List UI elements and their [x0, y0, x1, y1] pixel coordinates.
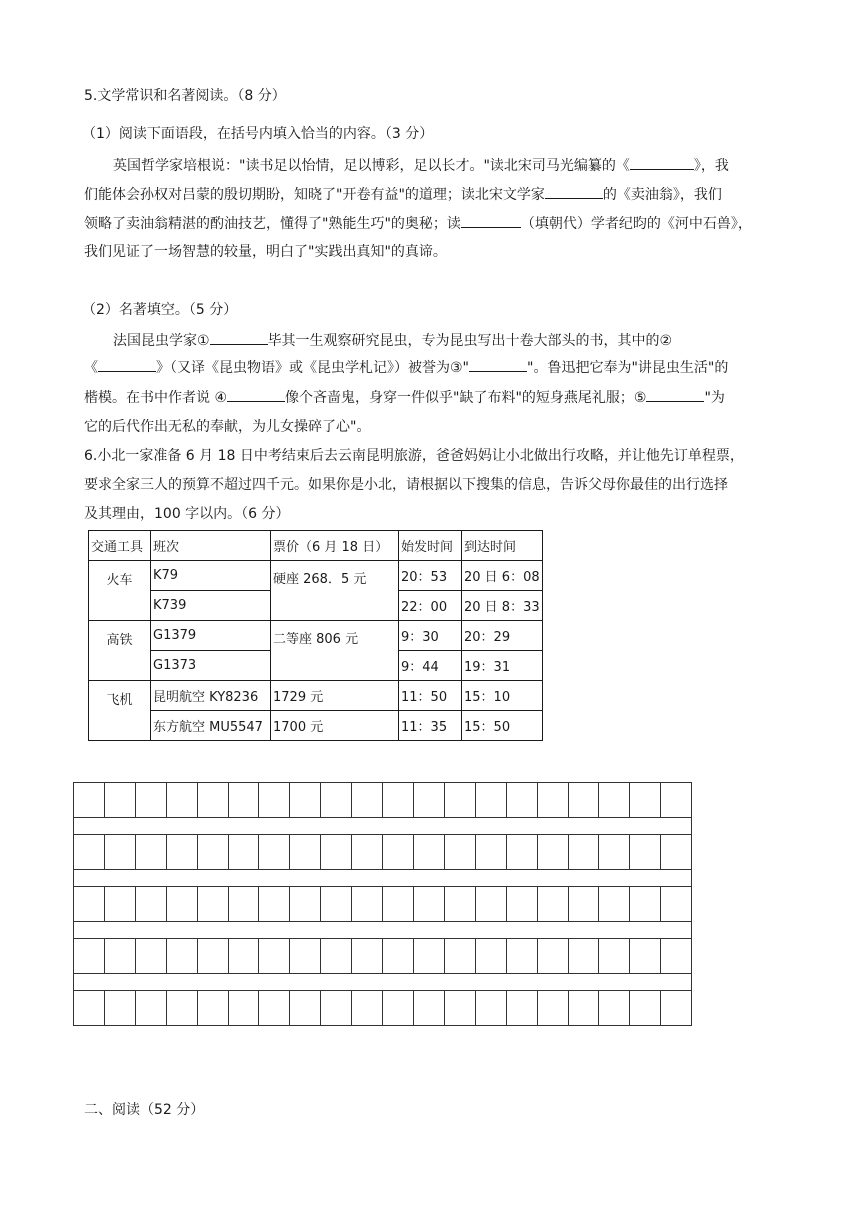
text-segment: "。鲁迅把它奉为"讲昆虫生活"的 — [527, 360, 729, 376]
grid-cell[interactable] — [321, 887, 352, 921]
q5-part2-line2 — [84, 357, 728, 378]
train-cell: G1373 — [151, 651, 271, 681]
grid-cell[interactable] — [383, 783, 414, 817]
grid-cell[interactable] — [74, 991, 105, 1025]
grid-cell[interactable] — [105, 939, 136, 973]
grid-cell[interactable] — [414, 835, 445, 869]
grid-cell[interactable] — [290, 783, 321, 817]
grid-cell[interactable] — [352, 783, 383, 817]
grid-row-2[interactable] — [73, 834, 692, 870]
grid-cell[interactable] — [352, 887, 383, 921]
train-cell: K739 — [151, 591, 271, 621]
grid-row-4[interactable] — [73, 938, 692, 974]
grid-cell[interactable] — [136, 887, 167, 921]
grid-cell[interactable] — [661, 939, 691, 973]
q5-part1-line3 — [84, 213, 752, 234]
grid-gap — [73, 922, 692, 938]
text-segment: 英国哲学家培根说："读书足以怡情，足以博彩，足以长才。"读北宋司马光编纂的《 — [113, 158, 630, 174]
grid-cell[interactable] — [290, 887, 321, 921]
header-cell: 交通工具 — [89, 531, 151, 561]
grid-cell[interactable] — [445, 991, 476, 1025]
grid-cell[interactable] — [167, 991, 198, 1025]
price-cell: 1700 元 — [271, 711, 399, 741]
table-row — [89, 621, 543, 651]
grid-cell[interactable] — [352, 939, 383, 973]
grid-cell[interactable] — [74, 887, 105, 921]
grid-cell[interactable] — [569, 887, 600, 921]
grid-cell[interactable] — [229, 991, 260, 1025]
grid-cell[interactable] — [599, 783, 630, 817]
train-cell: G1379 — [151, 621, 271, 651]
table-row — [89, 711, 543, 741]
grid-cell[interactable] — [538, 991, 569, 1025]
q5-part1-heading: （1）阅读下面语段，在括号内填入恰当的内容。（3 分） — [82, 126, 434, 142]
grid-cell[interactable] — [352, 835, 383, 869]
grid-cell[interactable] — [476, 783, 507, 817]
grid-cell[interactable] — [105, 887, 136, 921]
q6-line1: 6.小北一家准备 6 月 18 日中考结束后去云南昆明旅游，爸爸妈妈让小北做出行攻略，并让他先订单程票， — [84, 448, 744, 464]
grid-cell[interactable] — [259, 835, 290, 869]
grid-cell[interactable] — [198, 939, 229, 973]
grid-cell[interactable] — [198, 835, 229, 869]
grid-cell[interactable] — [136, 991, 167, 1025]
header-cell: 票价（6 月 18 日） — [271, 531, 399, 561]
text-segment: 毕其一生观察研究昆虫，专为昆虫写出十卷大部头的书，其中的② — [267, 333, 673, 349]
grid-cell[interactable] — [167, 783, 198, 817]
q5-part1-line2 — [84, 184, 722, 205]
arrive-cell: 15：10 — [462, 681, 543, 711]
grid-cell[interactable] — [259, 939, 290, 973]
grid-cell[interactable] — [74, 835, 105, 869]
grid-row-3[interactable] — [73, 886, 692, 922]
transport-cell: 火车 — [89, 561, 151, 621]
answer-writing-grid[interactable] — [73, 782, 692, 1026]
text-segment: 们能体会孙权对吕蒙的殷切期盼，知晓了"开卷有益"的道理；读北宋文学家 — [84, 187, 545, 203]
grid-cell[interactable] — [229, 887, 260, 921]
grid-cell[interactable] — [630, 887, 661, 921]
grid-cell[interactable] — [105, 835, 136, 869]
text-segment: 楷模。在书中作者说 ④ — [84, 390, 228, 406]
grid-cell[interactable] — [321, 835, 352, 869]
grid-cell[interactable] — [445, 783, 476, 817]
depart-cell: 20：53 — [399, 561, 462, 591]
grid-cell[interactable] — [630, 939, 661, 973]
arrive-cell: 20 日 6：08 — [462, 561, 543, 591]
grid-cell[interactable] — [599, 835, 630, 869]
grid-cell[interactable] — [507, 887, 538, 921]
table-header-row — [89, 531, 543, 561]
grid-cell[interactable] — [414, 939, 445, 973]
depart-cell: 11：50 — [399, 681, 462, 711]
grid-cell[interactable] — [383, 887, 414, 921]
grid-cell[interactable] — [569, 939, 600, 973]
grid-cell[interactable] — [229, 939, 260, 973]
grid-gap — [73, 974, 692, 990]
grid-cell[interactable] — [445, 835, 476, 869]
grid-row-5[interactable] — [73, 990, 692, 1026]
answer-blank-book[interactable] — [630, 155, 694, 170]
arrive-cell: 20：29 — [462, 621, 543, 651]
grid-cell[interactable] — [507, 783, 538, 817]
grid-cell[interactable] — [414, 783, 445, 817]
arrive-cell: 15：50 — [462, 711, 543, 741]
grid-row-1[interactable] — [73, 782, 692, 818]
flight-cell: 昆明航空 KY8236 — [151, 681, 271, 711]
grid-cell[interactable] — [105, 991, 136, 1025]
grid-cell[interactable] — [198, 991, 229, 1025]
grid-cell[interactable] — [383, 991, 414, 1025]
q5-part2-line3 — [84, 387, 725, 408]
price-cell: 二等座 806 元 — [271, 621, 399, 681]
grid-cell[interactable] — [167, 887, 198, 921]
grid-cell[interactable] — [476, 939, 507, 973]
grid-cell[interactable] — [136, 939, 167, 973]
grid-cell[interactable] — [290, 835, 321, 869]
q5-part1-line4: 我们见证了一场智慧的较量，明白了"实践出真知"的真谛。 — [84, 244, 447, 260]
answer-blank-4[interactable] — [227, 387, 285, 402]
grid-cell[interactable] — [661, 835, 691, 869]
grid-cell[interactable] — [507, 991, 538, 1025]
grid-cell[interactable] — [383, 835, 414, 869]
flight-cell: 东方航空 MU5547 — [151, 711, 271, 741]
text-segment: （填朝代）学者纪昀的《河中石兽》， — [520, 216, 752, 232]
depart-cell: 11：35 — [399, 711, 462, 741]
depart-cell: 9：30 — [399, 621, 462, 651]
grid-cell[interactable] — [321, 991, 352, 1025]
grid-cell[interactable] — [321, 939, 352, 973]
grid-cell[interactable] — [74, 783, 105, 817]
train-cell: K79 — [151, 561, 271, 591]
grid-cell[interactable] — [630, 835, 661, 869]
table-row — [89, 681, 543, 711]
grid-cell[interactable] — [290, 939, 321, 973]
grid-cell[interactable] — [476, 835, 507, 869]
grid-cell[interactable] — [290, 991, 321, 1025]
header-cell: 到达时间 — [462, 531, 543, 561]
text-segment: 的《卖油翁》，我们 — [602, 187, 722, 203]
text-segment: 》（又译《昆虫物语》或《昆虫学札记》）被誉为③" — [156, 360, 469, 376]
grid-cell[interactable] — [507, 939, 538, 973]
grid-cell[interactable] — [105, 783, 136, 817]
grid-cell[interactable] — [167, 939, 198, 973]
q6-line2: 要求全家三人的预算不超过四千元。如果你是小北，请根据以下搜集的信息，告诉父母你最佳的出行选择 — [84, 477, 728, 493]
q5-part2-line1 — [113, 330, 672, 351]
grid-cell[interactable] — [74, 939, 105, 973]
grid-cell[interactable] — [259, 783, 290, 817]
answer-blank-dynasty[interactable] — [461, 213, 521, 228]
grid-cell[interactable] — [476, 887, 507, 921]
grid-cell[interactable] — [538, 835, 569, 869]
text-segment: 》，我 — [693, 158, 729, 174]
grid-cell[interactable] — [445, 939, 476, 973]
grid-cell[interactable] — [229, 835, 260, 869]
header-cell: 班次 — [151, 531, 271, 561]
grid-cell[interactable] — [445, 887, 476, 921]
grid-cell[interactable] — [569, 835, 600, 869]
grid-gap — [73, 870, 692, 886]
grid-cell[interactable] — [259, 887, 290, 921]
answer-blank-5[interactable] — [646, 387, 704, 402]
grid-cell[interactable] — [569, 991, 600, 1025]
text-segment: 像个吝啬鬼，身穿一件似乎"缺了布料"的短身燕尾礼服；⑤ — [285, 390, 647, 406]
schedule-table — [88, 530, 543, 741]
grid-cell[interactable] — [352, 991, 383, 1025]
grid-cell[interactable] — [538, 887, 569, 921]
transport-cell: 高铁 — [89, 621, 151, 681]
grid-cell[interactable] — [476, 991, 507, 1025]
grid-gap — [73, 818, 692, 834]
transport-cell: 飞机 — [89, 681, 151, 741]
answer-blank-author[interactable] — [545, 184, 603, 199]
grid-cell[interactable] — [507, 835, 538, 869]
grid-cell[interactable] — [167, 835, 198, 869]
grid-cell[interactable] — [630, 991, 661, 1025]
price-cell: 硬座 268．5 元 — [271, 561, 399, 621]
answer-blank-2[interactable] — [98, 357, 156, 372]
depart-cell: 22：00 — [399, 591, 462, 621]
grid-cell[interactable] — [198, 887, 229, 921]
grid-cell[interactable] — [259, 991, 290, 1025]
grid-cell[interactable] — [599, 939, 630, 973]
grid-cell[interactable] — [569, 783, 600, 817]
arrive-cell: 19：31 — [462, 651, 543, 681]
grid-cell[interactable] — [599, 887, 630, 921]
grid-cell[interactable] — [383, 939, 414, 973]
grid-cell[interactable] — [198, 783, 229, 817]
q6-line3: 及其理由，100 字以内。（6 分） — [84, 506, 290, 522]
grid-cell[interactable] — [599, 991, 630, 1025]
section-two-heading: 二、阅读（52 分） — [84, 1102, 205, 1118]
grid-cell[interactable] — [661, 783, 691, 817]
q5-part2-line4: 它的后代作出无私的奉献，为儿女操碎了心"。 — [84, 419, 371, 435]
grid-cell[interactable] — [321, 783, 352, 817]
grid-cell[interactable] — [229, 783, 260, 817]
answer-blank-1[interactable] — [210, 330, 268, 345]
table-row — [89, 561, 543, 591]
text-segment: 领略了卖油翁精湛的酌油技艺，懂得了"熟能生巧"的奥秘；读 — [84, 216, 461, 232]
grid-cell[interactable] — [538, 939, 569, 973]
price-cell: 1729 元 — [271, 681, 399, 711]
grid-cell[interactable] — [661, 991, 691, 1025]
grid-cell[interactable] — [414, 887, 445, 921]
text-segment: 法国昆虫学家① — [113, 333, 210, 349]
q5-part1-line1 — [113, 155, 729, 176]
grid-cell[interactable] — [136, 835, 167, 869]
grid-cell[interactable] — [414, 991, 445, 1025]
arrive-cell: 20 日 8：33 — [462, 591, 543, 621]
grid-cell[interactable] — [136, 783, 167, 817]
header-cell: 始发时间 — [399, 531, 462, 561]
answer-blank-3[interactable] — [469, 357, 527, 372]
text-segment: 《 — [84, 360, 98, 376]
q5-part2-heading: （2）名著填空。（5 分） — [82, 302, 238, 318]
depart-cell: 9：44 — [399, 651, 462, 681]
text-segment: "为 — [704, 390, 725, 406]
grid-cell[interactable] — [630, 783, 661, 817]
grid-cell[interactable] — [661, 887, 691, 921]
grid-cell[interactable] — [538, 783, 569, 817]
q5-title: 5.文学常识和名著阅读。（8 分） — [84, 88, 286, 104]
